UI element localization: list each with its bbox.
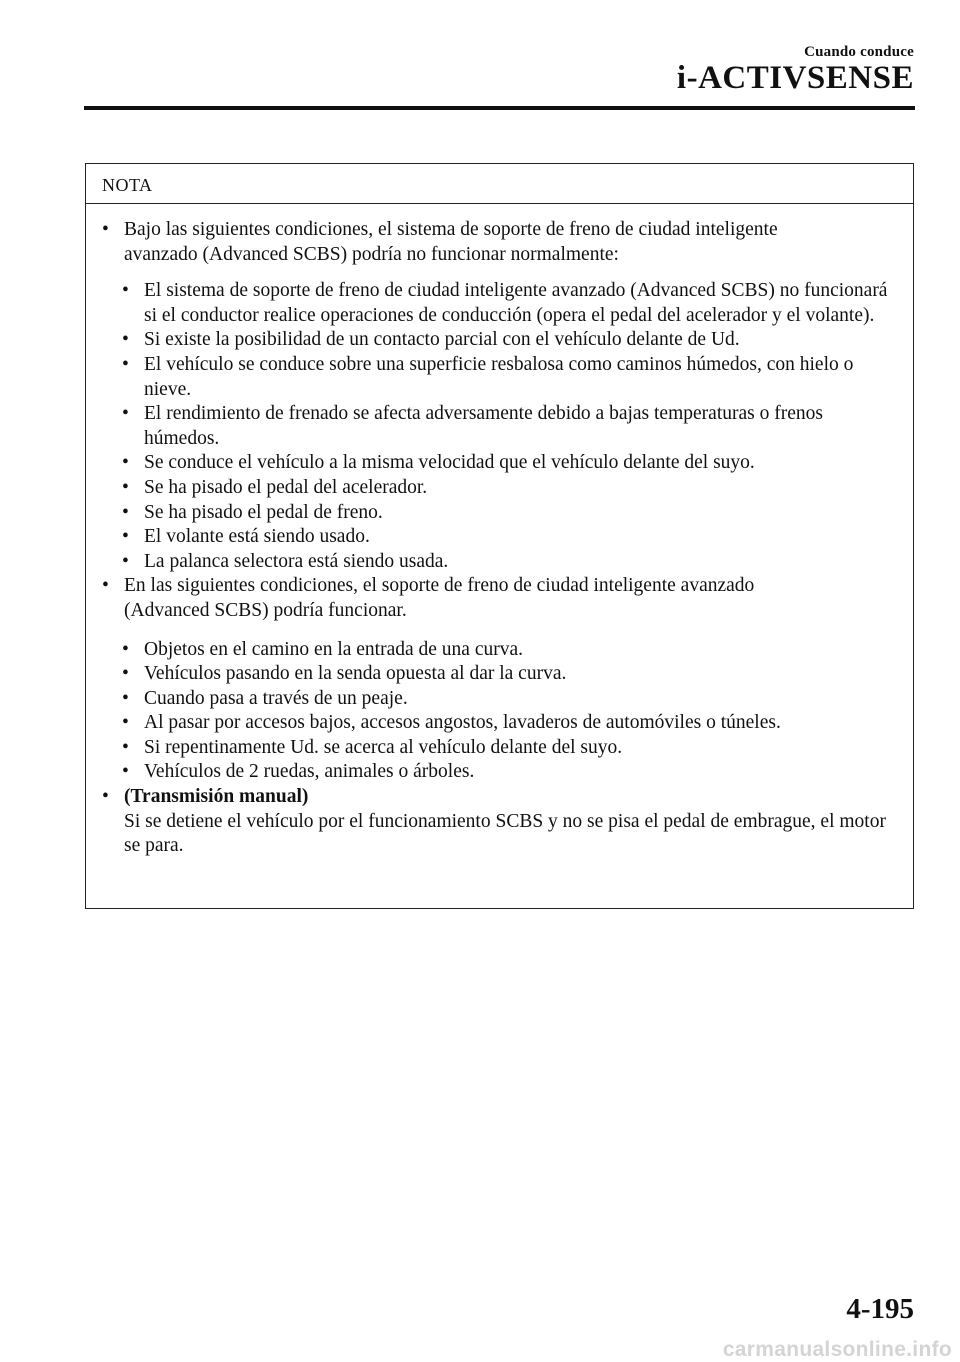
list-item bbox=[122, 760, 893, 785]
item-text: El volante está siendo usado. bbox=[144, 526, 370, 548]
bullet-icon: • bbox=[122, 663, 129, 685]
watermark: carmanualsonline.info bbox=[722, 1338, 952, 1361]
sublist bbox=[102, 638, 893, 786]
bullet-icon: • bbox=[122, 712, 129, 734]
list-item bbox=[102, 574, 893, 623]
bullet-icon: • bbox=[122, 476, 129, 498]
bullet-icon: • bbox=[122, 638, 129, 660]
item-text: Si repentinamente Ud. se acerca al vehículo delante del suyo. bbox=[144, 736, 623, 758]
bullet-icon: • bbox=[122, 526, 129, 548]
item-text: Si se detiene el vehículo por el funcionamiento SCBS y no se pisa el pedal de embrague, el motor se para. bbox=[124, 810, 886, 857]
list-item bbox=[122, 279, 893, 328]
list-item bbox=[122, 736, 893, 761]
bullet-icon: • bbox=[102, 575, 109, 597]
bullet-icon: • bbox=[122, 280, 129, 302]
item-text: El rendimiento de frenado se afecta adversamente debido a bajas temperaturas o frenos húmedos. bbox=[144, 403, 823, 449]
list-item bbox=[122, 638, 893, 663]
item-text: Al pasar por accesos bajos, accesos angostos, lavaderos de automóviles o túneles. bbox=[144, 712, 781, 734]
list-item bbox=[122, 353, 893, 402]
item-text-line: En las siguientes condiciones, el soporte de freno de ciudad inteligente avanzado bbox=[124, 575, 755, 597]
page-header-title: i-ACTIVSENSE bbox=[676, 60, 914, 96]
list-item bbox=[122, 328, 893, 353]
list-item bbox=[102, 785, 893, 859]
item-text-line: avanzado (Advanced SCBS) podría no funcionar normalmente: bbox=[124, 243, 619, 265]
bullet-icon: • bbox=[122, 403, 129, 425]
item-text: El vehículo se conduce sobre una superficie resbalosa como caminos húmedos, con hielo o nieve. bbox=[144, 353, 854, 400]
list-item bbox=[122, 402, 893, 451]
list-item bbox=[122, 711, 893, 736]
list-item bbox=[122, 476, 893, 501]
bullet-icon: • bbox=[122, 687, 129, 709]
list-item bbox=[122, 451, 893, 476]
item-text-line: Bajo las siguientes condiciones, el sistema de soporte de freno de ciudad inteligente bbox=[124, 219, 778, 240]
item-text: Se ha pisado el pedal del acelerador. bbox=[144, 476, 428, 498]
item-text: El sistema de soporte de freno de ciudad inteligente avanzado (Advanced SCBS) no funcionará si el conductor realice operaciones de conducción (opera el pedal del acelerador y el volante). bbox=[144, 280, 888, 326]
list-item bbox=[122, 550, 893, 575]
list-item bbox=[122, 501, 893, 526]
bullet-icon: • bbox=[122, 550, 129, 572]
list-item bbox=[122, 662, 893, 687]
note-heading: NOTA bbox=[86, 164, 913, 204]
bullet-icon: • bbox=[122, 736, 129, 758]
item-text: Se ha pisado el pedal de freno. bbox=[144, 501, 383, 523]
item-text: Si existe la posibilidad de un contacto parcial con el vehículo delante de Ud. bbox=[144, 329, 740, 351]
bullet-icon: • bbox=[122, 761, 129, 783]
header-divider bbox=[84, 106, 915, 110]
bullet-icon: • bbox=[122, 452, 129, 474]
item-text: Vehículos de 2 ruedas, animales o árboles. bbox=[144, 761, 475, 783]
bullet-icon: • bbox=[102, 219, 109, 240]
bullet-icon: • bbox=[122, 501, 129, 523]
item-text: Vehículos pasando en la senda opuesta al dar la curva. bbox=[144, 663, 567, 685]
item-text: Objetos en el camino en la entrada de una curva. bbox=[144, 638, 524, 660]
bullet-icon: • bbox=[122, 329, 129, 351]
note-box bbox=[85, 163, 914, 909]
item-text: Se conduce el vehículo a la misma velocidad que el vehículo delante del suyo. bbox=[144, 452, 755, 474]
item-text-line: (Advanced SCBS) podría funcionar. bbox=[124, 599, 407, 621]
item-label: (Transmisión manual) bbox=[124, 786, 309, 808]
bullet-icon: • bbox=[102, 786, 109, 808]
item-text: Cuando pasa a través de un peaje. bbox=[144, 687, 408, 709]
header-section-label: Cuando conduce bbox=[804, 44, 914, 60]
page-number: 4-195 bbox=[846, 1293, 914, 1325]
item-text: La palanca selectora está siendo usada. bbox=[144, 550, 449, 572]
list-item bbox=[102, 218, 893, 267]
bullet-icon: • bbox=[122, 353, 129, 375]
sublist bbox=[102, 279, 893, 574]
list-item bbox=[122, 525, 893, 550]
list-item bbox=[122, 687, 893, 712]
note-body bbox=[86, 204, 913, 859]
